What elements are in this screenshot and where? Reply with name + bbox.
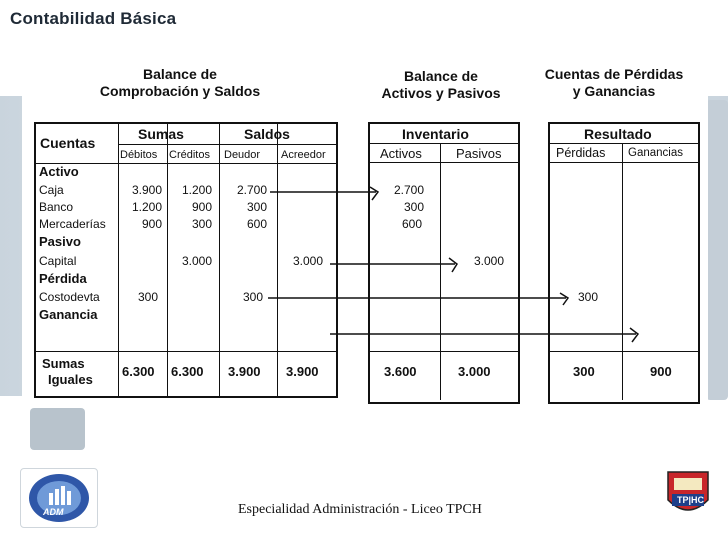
col-cuentas: Cuentas [40,135,96,151]
arrow-costodevta [268,293,568,305]
costodevta-debitos: 300 [137,290,158,304]
caja-debitos: 3.900 [131,183,162,197]
header-line-1: Balance de [404,68,478,84]
total-ganancias: 900 [650,364,672,379]
activo-value: 300 [403,200,424,214]
capital-creditos: 3.000 [181,254,212,268]
adm-logo [20,468,98,528]
totals-label-line-2: Iguales [48,372,93,387]
account-mercaderias: Mercaderías [39,217,106,231]
mercaderias-deudor: 600 [246,217,267,231]
resultado-header: Resultado [584,126,652,142]
total-activos: 3.600 [384,364,417,379]
inventario-header: Inventario [402,126,469,142]
pasivo-value: 3.000 [473,254,504,268]
sub-debitos: Débitos [120,149,158,161]
sub-acreedor: Acreedor [281,149,326,161]
activo-value: 2.700 [393,183,424,197]
header-line-2: Activos y Pasivos [381,85,501,101]
account-banco: Banco [39,200,74,214]
total-debitos: 6.300 [122,364,155,379]
total-creditos: 6.300 [171,364,204,379]
logo-tp: TP [677,495,689,505]
account-costodevta: Costodevta [39,290,100,304]
section-ganancia: Ganancia [39,307,98,322]
caja-deudor: 2.700 [236,183,267,197]
logo-text: ADM [43,507,64,517]
total-acreedor: 3.900 [286,364,319,379]
mercaderias-creditos: 300 [191,217,212,231]
header-line-2: y Ganancias [572,83,656,99]
section-pasivo: Pasivo [39,234,81,249]
sub-pasivos: Pasivos [456,146,502,161]
arrow-caja [270,187,378,200]
col-sumas: Sumas [138,126,184,142]
footer-text: Especialidad Administración - Liceo TPCH [238,502,482,517]
caja-creditos: 1.200 [181,183,212,197]
sub-deudor: Deudor [224,149,261,161]
mercaderias-debitos: 900 [141,217,162,231]
banco-creditos: 900 [191,200,212,214]
arrow-capital [330,258,457,272]
total-pasivos: 3.000 [458,364,491,379]
activo-value: 600 [401,217,422,231]
col-saldos: Saldos [244,126,290,142]
sub-perdidas: Pérdidas [556,146,606,160]
logo-hc: HC [691,495,705,505]
slide-title: Contabilidad Básica [10,9,177,28]
logo-right-text: TP|HC [677,495,705,505]
sub-creditos: Créditos [169,149,210,161]
account-capital: Capital [39,254,77,268]
banco-deudor: 300 [246,200,267,214]
total-perdidas: 300 [573,364,595,379]
sub-ganancias: Ganancias [628,147,683,159]
totals-label-line-1: Sumas [42,356,85,371]
header-line-1: Cuentas de Pérdidas [544,66,684,82]
section-perdida: Pérdida [39,271,87,286]
perdida-value: 300 [577,290,598,304]
header-line-2: Comprobación y Saldos [99,83,261,99]
banco-debitos: 1.200 [131,200,162,214]
costodevta-deudor: 300 [242,290,263,304]
capital-acreedor: 3.000 [292,254,323,268]
header-line-1: Balance de [143,66,217,82]
account-caja: Caja [39,183,64,197]
section-activo: Activo [39,164,79,179]
arrow-ganancia [330,328,638,342]
tphc-logo [664,470,712,520]
total-deudor: 3.900 [228,364,261,379]
sub-activos: Activos [380,146,422,161]
